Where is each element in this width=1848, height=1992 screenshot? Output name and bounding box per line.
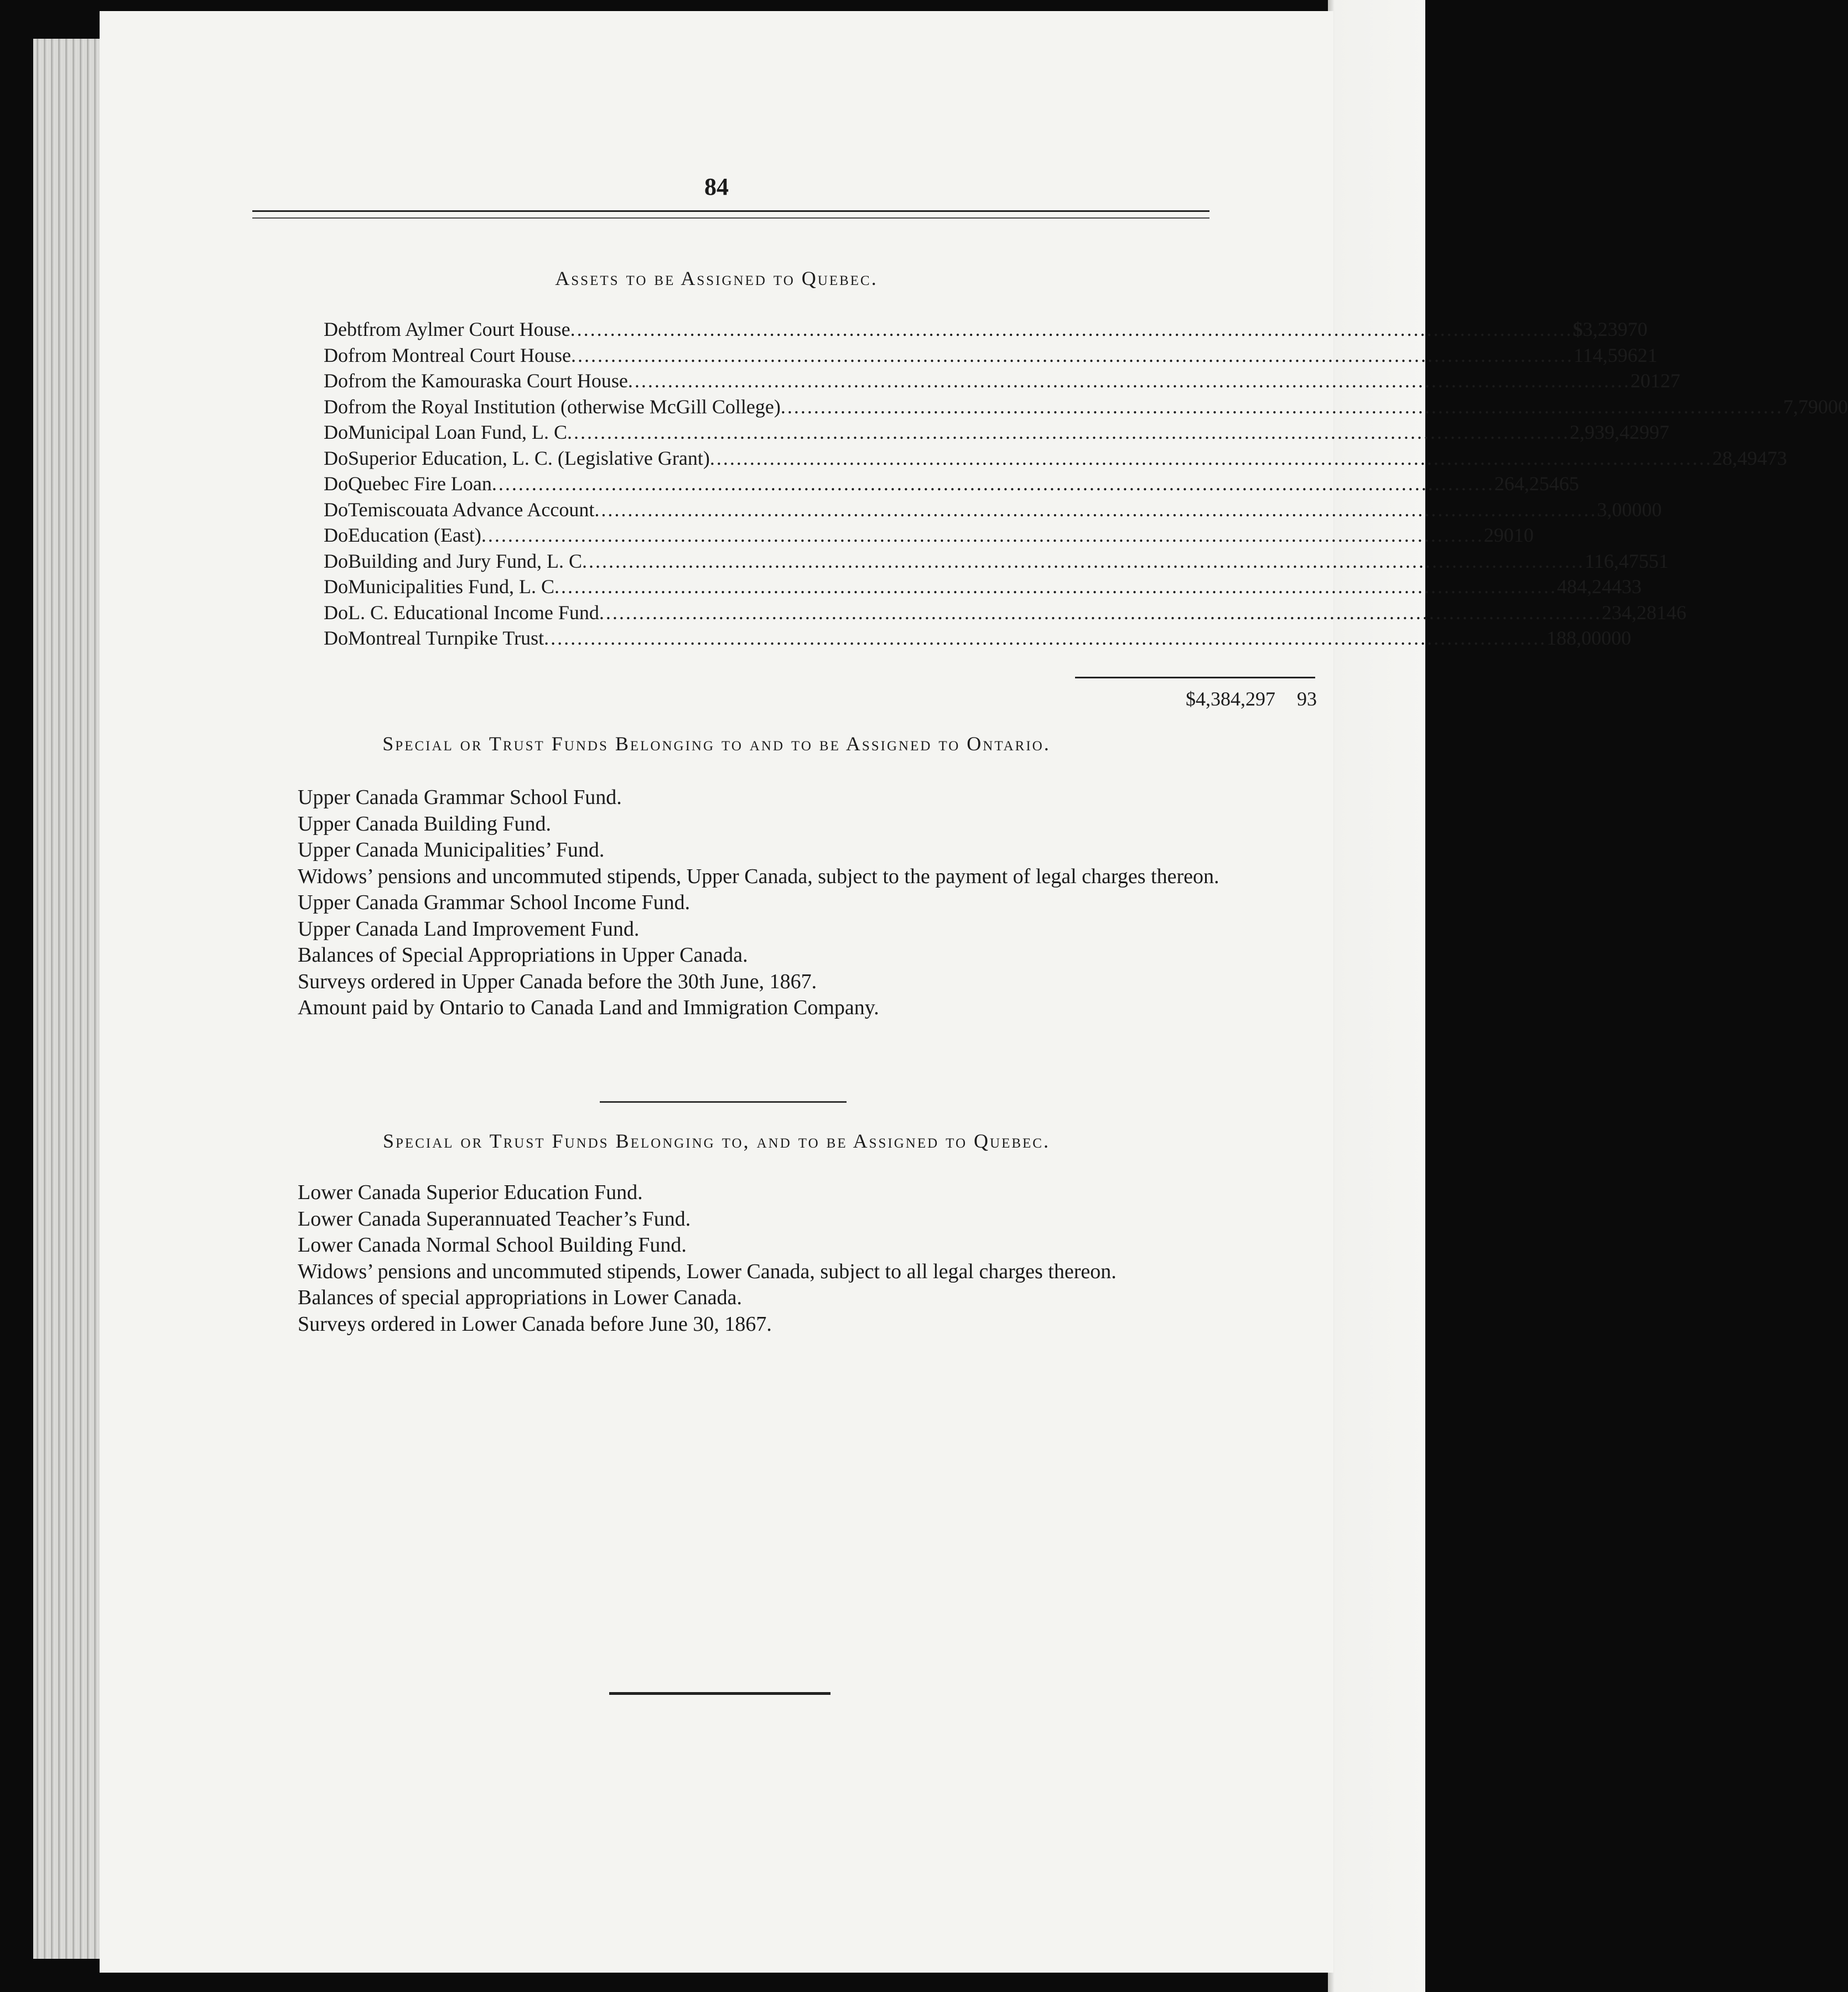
asset-description-cell	[348, 419, 1570, 445]
asset-cents: 00	[1642, 498, 1662, 521]
book-page-edges	[33, 39, 105, 1959]
asset-description: Education (East)	[348, 524, 481, 546]
asset-cents: 46	[1666, 601, 1686, 624]
leader-dots: .......................................................................................................................................................	[709, 447, 1712, 469]
asset-row	[324, 625, 1632, 651]
asset-description-cell	[348, 522, 1484, 548]
ontario-fund-item: Balances of Special Appropriations in Upper Canada.	[298, 943, 748, 967]
asset-description-cell	[348, 394, 1783, 420]
ontario-heading: Special or Trust Funds Belonging to and to be Assigned to Ontario.	[382, 733, 1051, 755]
quebec-fund-item: Balances of special appropriations in Lower Canada.	[298, 1286, 742, 1309]
asset-description-cell	[348, 548, 1585, 574]
header-double-rule	[252, 210, 1209, 219]
leader-dots: .......................................................................................................................................................	[582, 549, 1585, 572]
asset-dollars: 7,790	[1783, 395, 1828, 418]
ontario-fund-item: Surveys ordered in Upper Canada before the 30th June, 1867.	[298, 969, 817, 993]
assets-heading: Assets to be Assigned to Quebec.	[555, 267, 878, 289]
asset-description: from the Royal Institution (otherwise McGill College)	[348, 395, 781, 418]
section-divider	[600, 1101, 847, 1103]
asset-row	[324, 368, 1680, 394]
asset-dollars: 114,596	[1573, 344, 1638, 366]
asset-row	[324, 574, 1642, 600]
asset-description-cell	[348, 445, 1712, 471]
asset-dollars: 201	[1630, 370, 1660, 392]
asset-description: from Montreal Court House	[348, 344, 571, 366]
asset-row	[324, 497, 1662, 523]
asset-prefix: Do	[324, 524, 348, 546]
leader-dots: .......................................................................................................................................................	[567, 421, 1570, 443]
asset-row	[324, 317, 1648, 343]
asset-cents: 51	[1648, 549, 1669, 572]
asset-row	[324, 522, 1534, 548]
leader-dots: .......................................................................................................................................................	[570, 344, 1574, 366]
asset-prefix: Do	[324, 344, 348, 366]
quebec-fund-item: Surveys ordered in Lower Canada before June 30, 1867.	[298, 1312, 772, 1336]
asset-description-cell	[348, 471, 1494, 497]
asset-cents: 27	[1660, 370, 1680, 392]
quebec-heading: Special or Trust Funds Belonging to, and to be Assigned to Quebec.	[383, 1130, 1050, 1152]
asset-prefix: Do	[324, 498, 348, 521]
asset-prefix: Do	[324, 370, 348, 392]
asset-description: L. C. Educational Income Fund	[348, 601, 599, 624]
asset-prefix: Do	[324, 575, 348, 598]
ontario-fund-item: Upper Canada Land Improvement Fund.	[298, 917, 640, 941]
ontario-fund-list	[243, 785, 1317, 1021]
ontario-fund-item: Upper Canada Grammar School Fund.	[298, 786, 622, 809]
asset-description: Montreal Turnpike Trust	[348, 627, 544, 649]
asset-dollars: 290	[1483, 524, 1514, 546]
asset-description: Superior Education, L. C. (Legislative Grant)	[348, 447, 710, 469]
asset-description-cell	[348, 600, 1602, 626]
asset-dollars: 234,281	[1601, 601, 1667, 624]
asset-description: Building and Jury Fund, L. C	[348, 549, 583, 572]
leader-dots: .......................................................................................................................................................	[491, 473, 1494, 495]
facing-page-edge	[1328, 0, 1425, 1992]
leader-dots: .......................................................................................................................................................	[481, 524, 1484, 546]
asset-prefix: Do	[324, 627, 348, 649]
asset-description-cell	[348, 497, 1597, 523]
asset-prefix: Do	[324, 395, 348, 418]
asset-description: from Aylmer Court House	[362, 318, 570, 340]
asset-dollars: 116,475	[1585, 549, 1649, 572]
asset-prefix: Do	[324, 549, 348, 572]
asset-dollars: 3,239	[1582, 318, 1628, 340]
assets-table	[324, 317, 1848, 651]
quebec-fund-item: Lower Canada Superannuated Teacher’s Fund.	[298, 1207, 691, 1231]
asset-prefix: Do	[324, 421, 348, 443]
asset-dollars: 3,000	[1597, 498, 1642, 521]
asset-description: Quebec Fire Loan	[348, 473, 492, 495]
ontario-fund-item: Upper Canada Building Fund.	[298, 812, 552, 836]
assets-total	[1018, 687, 1317, 710]
asset-cents: 65	[1559, 473, 1579, 495]
leader-dots: .......................................................................................................................................................	[544, 627, 1547, 649]
page-number: 84	[704, 173, 729, 200]
quebec-fund-list	[243, 1180, 1317, 1337]
asset-row	[324, 419, 1669, 445]
asset-cents: 73	[1767, 447, 1787, 469]
asset-prefix: Debt	[324, 318, 362, 340]
asset-dollars: 28,494	[1712, 447, 1767, 469]
leader-dots: .......................................................................................................................................................	[627, 370, 1631, 392]
asset-cents: 00	[1828, 395, 1848, 418]
asset-cents: 21	[1637, 344, 1658, 366]
ontario-fund-item: Amount paid by Ontario to Canada Land and Immigration Company.	[298, 996, 879, 1019]
asset-description-cell	[348, 625, 1546, 651]
quebec-fund-item: Widows’ pensions and uncommuted stipends, Lower Canada, subject to all legal charges thereon.	[298, 1259, 1117, 1283]
asset-description: Temiscouata Advance Account	[348, 498, 595, 521]
asset-currency: $	[1572, 318, 1583, 340]
assets-total-dollars: $4,384,297	[1186, 688, 1275, 710]
asset-dollars: 264,254	[1494, 473, 1559, 495]
leader-dots: .......................................................................................................................................................	[780, 395, 1783, 418]
ontario-fund-item: Upper Canada Municipalities’ Fund.	[298, 838, 605, 862]
quebec-fund-item: Lower Canada Superior Education Fund.	[298, 1181, 643, 1204]
asset-description: from the Kamouraska Court House	[348, 370, 628, 392]
assets-total-cents: 93	[1297, 688, 1317, 710]
asset-row	[324, 600, 1686, 626]
asset-description: Municipalities Fund, L. C	[348, 575, 554, 598]
quebec-fund-item: Lower Canada Normal School Building Fund.	[298, 1233, 687, 1257]
asset-prefix: Do	[324, 473, 348, 495]
asset-description-cell	[348, 574, 1557, 600]
asset-dollars: 484,244	[1557, 575, 1622, 598]
asset-row	[324, 445, 1787, 471]
leader-dots: .......................................................................................................................................................	[570, 318, 1573, 340]
leader-dots: .......................................................................................................................................................	[554, 575, 1557, 598]
asset-row	[324, 471, 1579, 497]
asset-dollars: 188,000	[1546, 627, 1612, 649]
ontario-fund-item: Upper Canada Grammar School Income Fund.	[298, 891, 691, 914]
leader-dots: .......................................................................................................................................................	[599, 601, 1602, 624]
leader-dots: .......................................................................................................................................................	[594, 498, 1597, 521]
asset-row	[324, 548, 1669, 574]
asset-dollars: 2,939,429	[1569, 421, 1649, 443]
asset-cents: 70	[1627, 318, 1648, 340]
asset-prefix: Do	[324, 447, 348, 469]
asset-row	[324, 394, 1848, 420]
end-rule	[609, 1692, 830, 1695]
book-page	[100, 11, 1848, 1973]
asset-cents: 10	[1513, 524, 1534, 546]
ontario-fund-item: Widows’ pensions and uncommuted stipends, Upper Canada, subject to the payment of legal charges thereon.	[298, 864, 1219, 888]
asset-cents: 97	[1649, 421, 1669, 443]
asset-cents: 33	[1622, 575, 1642, 598]
asset-description-cell	[348, 343, 1574, 369]
asset-cents: 00	[1611, 627, 1632, 649]
asset-row	[324, 343, 1658, 369]
asset-description-cell	[348, 368, 1631, 394]
asset-description: Municipal Loan Fund, L. C	[348, 421, 567, 443]
asset-prefix: Do	[324, 601, 348, 624]
total-rule	[1075, 677, 1315, 678]
asset-description-cell	[362, 317, 1573, 343]
